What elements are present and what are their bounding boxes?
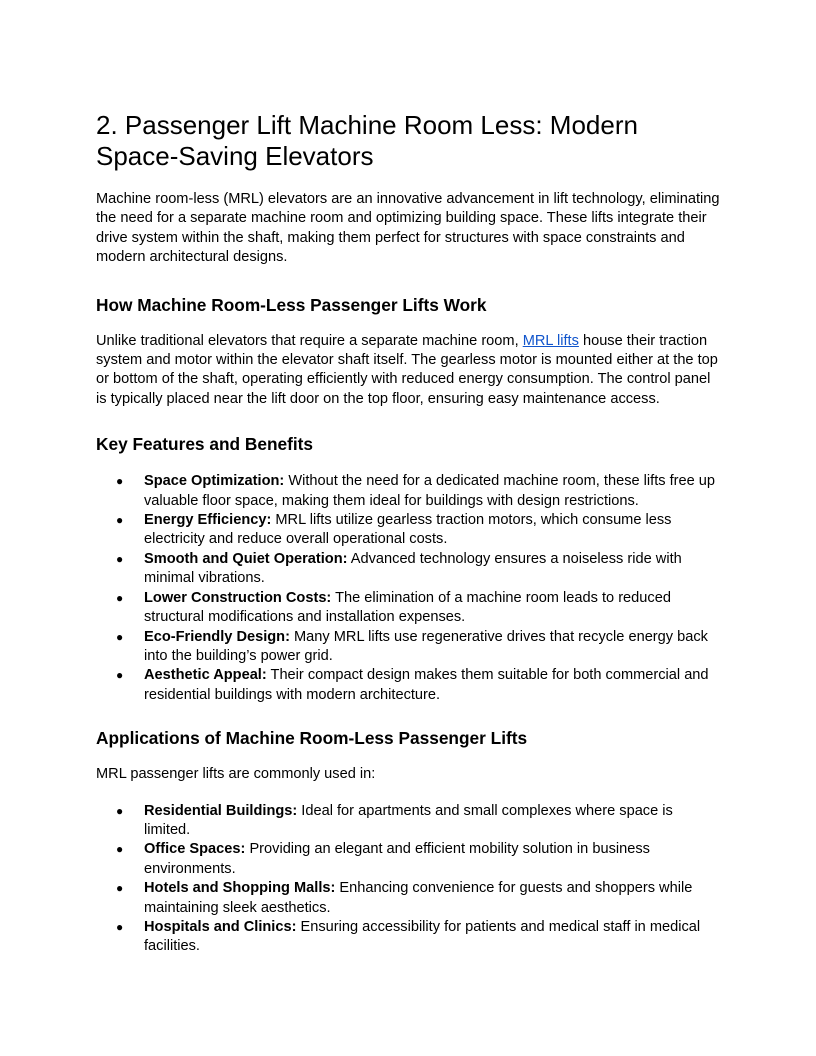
item-label: Residential Buildings: (144, 802, 298, 819)
list-item (96, 550, 722, 589)
bullet-icon: ● (116, 842, 124, 857)
bullet-icon: ● (116, 919, 124, 934)
bullet-icon: ● (116, 881, 124, 896)
item-text: MRL lifts utilize gearless traction motors, which consume less electricity and reduce overall operational costs. (144, 512, 672, 548)
bullet-icon: ● (116, 474, 124, 489)
item-label: Hotels and Shopping Malls: (144, 880, 336, 897)
bullet-icon: ● (116, 513, 124, 528)
item-label: Space Optimization: (144, 473, 285, 490)
applications-list (96, 802, 722, 957)
how-text-after: house their traction system and motor within the elevator shaft itself. The gearless motor is mounted either at the top or bottom of the shaft, operating efficiently with reduced energy consumption. The control panel is typically placed near the lift door on the top floor, ensuring easy maintenance access. (96, 332, 718, 407)
item-text: Ensuring accessibility for patients and medical staff in medical facilities. (144, 918, 701, 955)
item-text: Enhancing convenience for guests and shoppers while maintaining sleek aesthetics. (144, 880, 693, 916)
how-it-works-paragraph (96, 332, 722, 410)
list-item (96, 589, 722, 628)
list-item (96, 666, 722, 705)
features-heading: Key Features and Benefits (96, 434, 314, 455)
mrl-lifts-link[interactable]: MRL lifts (522, 332, 579, 349)
item-text: Many MRL lifts use regenerative drives that recycle energy back into the building’s power grid. (144, 628, 708, 664)
item-text: Providing an elegant and efficient mobility solution in business environments. (144, 841, 650, 877)
list-item (96, 802, 722, 841)
list-item (96, 472, 722, 511)
item-label: Lower Construction Costs: (144, 589, 332, 606)
features-list (96, 472, 722, 705)
page-title (96, 110, 722, 172)
bullet-icon: ● (116, 803, 124, 818)
item-text: Ideal for apartments and small complexes where space is limited. (144, 802, 673, 838)
item-text: Without the need for a dedicated machine room, these lifts free up valuable floor space, making them ideal for buildings with design restrictions. (144, 473, 716, 509)
how-it-works-heading: How Machine Room-Less Passenger Lifts Work (96, 294, 487, 315)
applications-intro: MRL passenger lifts are commonly used in: (96, 766, 376, 783)
item-label: Hospitals and Clinics: (144, 918, 297, 935)
bullet-icon: ● (116, 629, 124, 644)
item-text: Advanced technology ensures a noiseless ride with minimal vibrations. (144, 550, 682, 587)
how-text-before: Unlike traditional elevators that require a separate machine room, (96, 332, 523, 349)
applications-heading: Applications of Machine Room-Less Passenger Lifts (96, 728, 528, 749)
item-label: Office Spaces: (144, 841, 246, 858)
bullet-icon: ● (116, 668, 124, 683)
title-line-1: 2. Passenger Lift Machine Room Less: Modern (96, 110, 638, 140)
item-text: Their compact design makes them suitable for both commercial and residential buildings with modern architecture. (144, 667, 709, 703)
item-label: Eco-Friendly Design: (144, 628, 290, 645)
intro-paragraph: Machine room-less (MRL) elevators are an innovative advancement in lift technology, eliminating the need for a separate machine room and optimizing building space. These lifts integrate their drive system within the shaft, making them perfect for structures with space constraints and modern architectural designs. (96, 191, 720, 266)
list-item (96, 628, 722, 667)
list-item (96, 918, 722, 957)
list-item (96, 879, 722, 918)
bullet-icon: ● (116, 551, 124, 566)
item-label: Aesthetic Appeal: (144, 667, 267, 684)
item-text: The elimination of a machine room leads to reduced structural modifications and installation expenses. (144, 589, 671, 626)
title-line-2: Space-Saving Elevators (96, 141, 374, 171)
item-label: Energy Efficiency: (144, 512, 272, 529)
item-label: Smooth and Quiet Operation: (144, 550, 348, 567)
list-item (96, 511, 722, 550)
list-item (96, 840, 722, 879)
document-page (96, 110, 722, 957)
bullet-icon: ● (116, 590, 124, 605)
